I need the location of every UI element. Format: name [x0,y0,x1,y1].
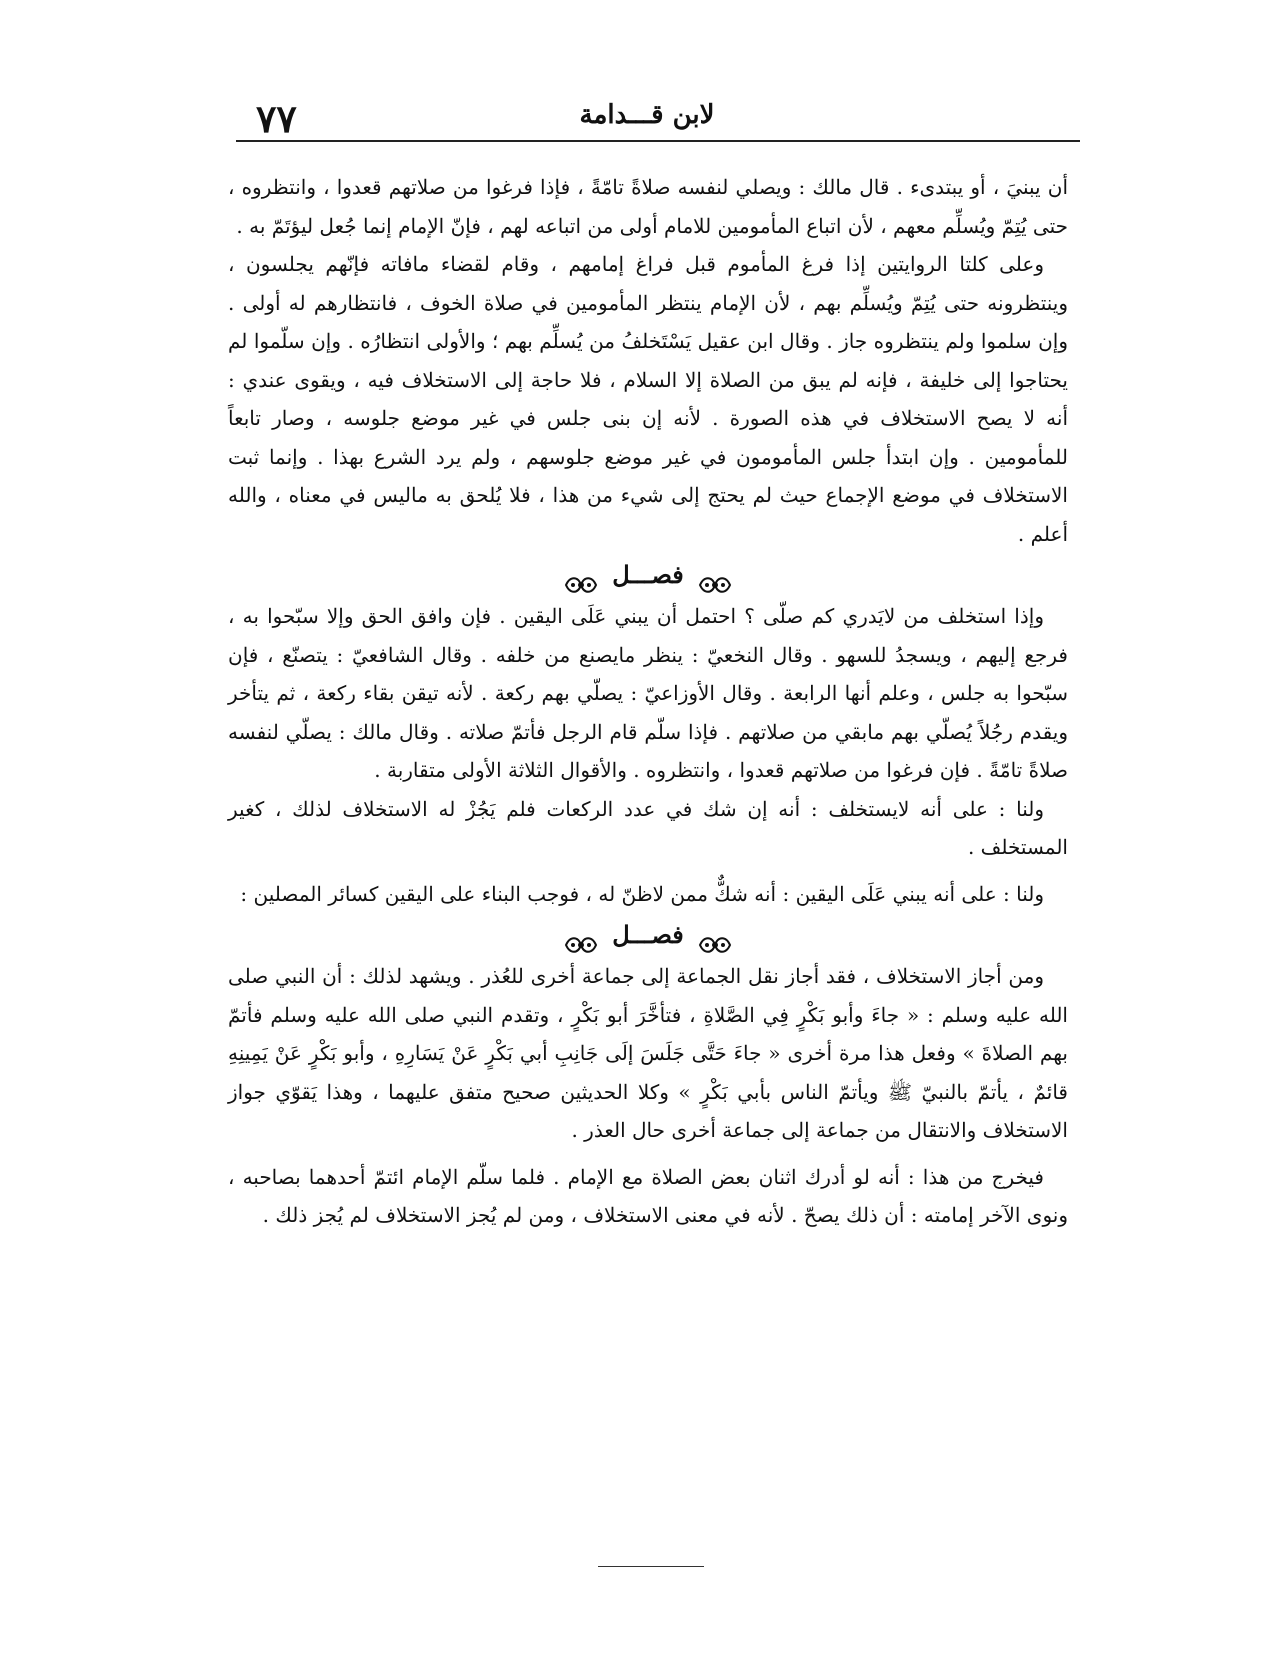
paragraph: ومن أجاز الاستخلاف ، فقد أجاز نقل الجماعة إلى جماعة أخرى للعُذر . ويشهد لذلك : أن النبي صلى الله عليه وسلم : « جاءَ وأبو بَكْرٍ فِي الصَّلاةِ ، فتأخَّرَ أبو بَكْرٍ ، وتقدم النبي صلى الله عليه وسلم فأتمّ بهم الصلاةَ » وفعل هذا مرة أخرى « جاءَ حَتَّى جَلَسَ إلَى جَانِبِ أبي بَكْرٍ عَنْ يَسَارِهِ ، وأبو بَكْرٍ عَنْ يَمِينِهِ قائمٌ ، يأتمّ بالنبيّ ﷺ ويأتمّ الناس بأبي بَكْرٍ » وكلا الحديثين صحيح متفق عليهما ، وهذا يَقوّي جواز الاستخلاف والانتقال من جماعة إلى جماعة أخرى حال العذر . [228,964,1068,1142]
paragraph: أن يبنيَ ، أو يبتدىء . قال مالك : ويصلي لنفسه صلاةً تامّةً ، فإذا فرغوا من صلاتهم قعدوا ، وانتظروه ، حتى يُتِمّ ويُسلِّم معهم ، لأن اتباع المأمومين للامام أولى من اتباعه لهم ، فإنّ الإمام إنما جُعل ليؤتَمّ به . [228,175,1068,238]
section-title: فصـــل [612,560,684,589]
paragraph: ولنا : على أنه يبني عَلَى اليقين : أنه شكٌّ ممن لاظنّ له ، فوجب البناء على اليقين كسائر المصلين : [240,881,1044,906]
page-number: ٧٧ [256,96,297,141]
header-rule [236,140,1080,142]
section-heading-1 [228,553,1068,597]
paragraph: وعلى كلتا الروايتين إذا فرغ المأموم قبل فراغ إمامهم ، وقام لقضاء مافاته فإنّهم يجلسون ، وينتظرونه حتى يُتِمّ ويُسلِّم بهم ، لأن الإمام ينتظر المأمومين في صلاة الخوف ، فانتظارهم له أولى . وإن سلموا ولم ينتظروه جاز . وقال ابن عقيل يَسْتَخلفُ من يُسلِّم بهم ؛ والأولى انتظارُه . وإن سلّموا لم يحتاجوا إلى خليفة ، فإنه لم يبق من الصلاة إلا السلام ، فلا حاجة إلى الاستخلاف فيه ، ويقوى عندي : أنه لا يصح الاستخلاف في هذه الصورة . لأنه إن بنى جلس في غير موضع جلوسه ، وصار تابعاً للمأمومين . وإن ابتدأ جلس المأمومون في غير موضع جلوسهم ، ولم يرد الشرع بهذا . وإنما ثبت الاستخلاف في موضع الإجماع حيث لم يحتج إلى شيء من هذا ، فلا يُلحق به ماليس في معناه ، والله أعلم . [228,252,1068,546]
page-body [228,168,1068,1235]
ornament-left-icon [564,926,598,948]
ornament-right-icon [698,566,732,588]
paragraph: ولنا : على أنه لايستخلف : أنه إن شك في عدد الركعات فلم يَجُزْ له الاستخلاف لذلك ، كغير المستخلف . [228,796,1068,859]
running-title: لابن قـــدامة [579,100,715,130]
section-title: فصـــل [612,920,684,949]
paragraph: وإذا استخلف من لايَدري كم صلّى ؟ احتمل أن يبني عَلَى اليقين . فإن وافق الحق وإلا سبّحوا به ، فرجع إليهم ، ويسجدُ للسهو . وقال النخعيّ : ينظر مايصنع من خلفه . وقال الشافعيّ : يتصنّع ، فإن سبّحوا به جلس ، وعلم أنها الرابعة . وقال الأوزاعيّ : يصلّي بهم ركعة . لأنه تيقن بقاء ركعة ، ثم يتأخر ويقدم رجُلاً يُصلّي بهم مابقي من صلاتهم . فإذا سلّم قام الرجل فأتمّ صلاته . وقال مالك : يصلّي لنفسه صلاةً تامّةً . فإن فرغوا من صلاتهم قعدوا ، وانتظروه . والأقوال الثلاثة الأولى متقاربة . [228,604,1069,782]
ornament-left-icon [564,566,598,588]
paragraph: فيخرج من هذا : أنه لو أدرك اثنان بعض الصلاة مع الإمام . فلما سلّم الإمام ائتمّ أحدهما بصاحبه ، ونوى الآخر إمامته : أن ذلك يصحّ . لأنه في معنى الاستخلاف ، ومن لم يُجز الاستخلاف لم يُجز ذلك . [228,1164,1068,1227]
section-heading-2 [228,913,1068,957]
ornament-right-icon [698,926,732,948]
footer-rule [598,1566,704,1567]
page-header [236,96,1058,140]
